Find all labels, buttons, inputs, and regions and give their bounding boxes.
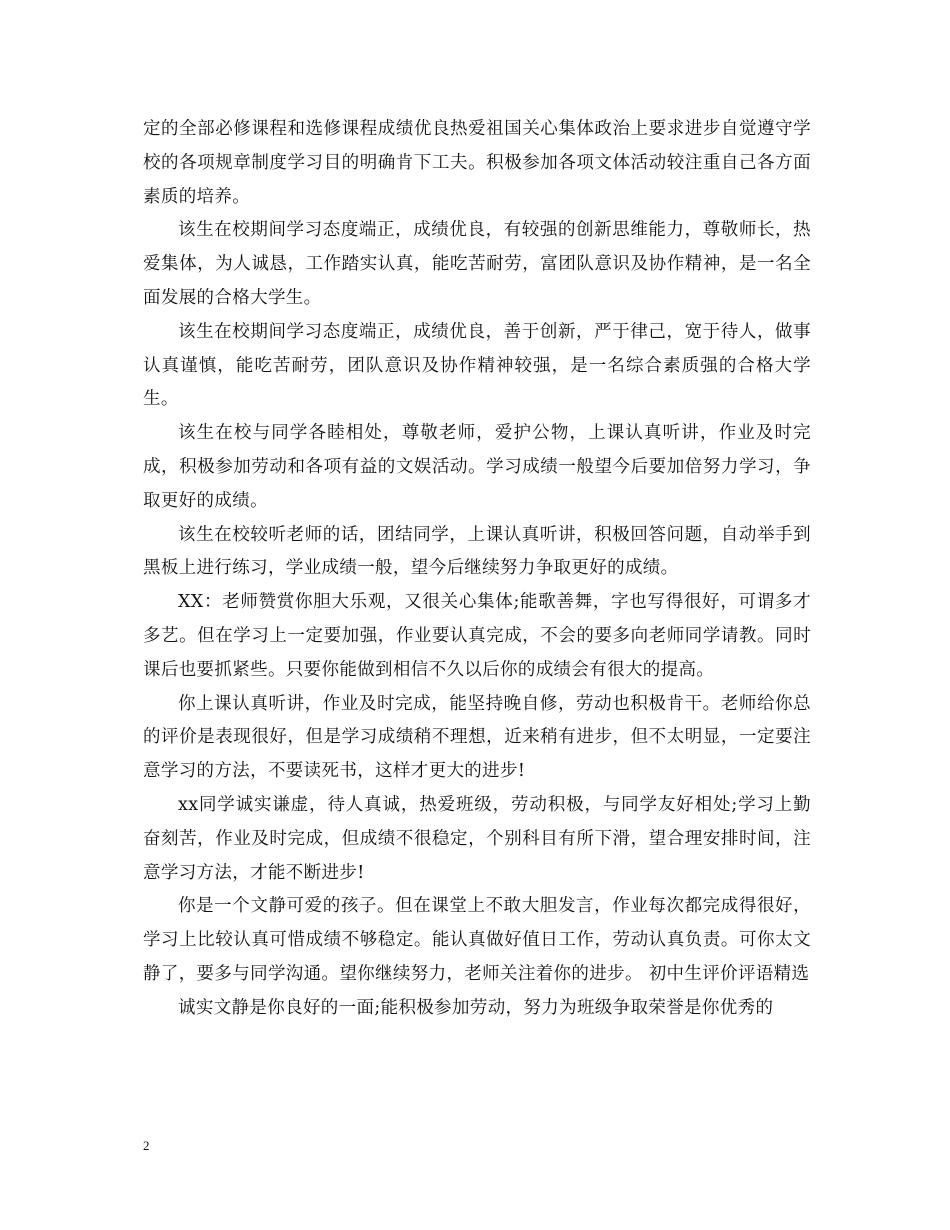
paragraph-4: 该生在校与同学各睦相处，尊敬老师，爱护公物，上课认真听讲，作业及时完成，积极参加劳动和各项有益的文娱活动。学习成绩一般望今后要加倍努力学习，争取更好的成绩。 [143,423,811,511]
paragraph-6: XX：老师赞赏你胆大乐观，又很关心集体;能歌善舞，字也写得很好，可谓多才多艺。但在学习上一定要加强，作业要认真完成，不会的要多向老师同学请教。同时课后也要抓紧些。只要你能做到相信不久以后你的成绩会有很大的提高。 [143,592,811,680]
paragraph-5: 该生在校较听老师的话，团结同学，上课认真听讲，积极回答问题，自动举手到黑板上进行练习，学业成绩一般，望今后继续努力争取更好的成绩。 [143,524,811,579]
paragraph-1: 定的全部必修课程和选修课程成绩优良热爱祖国关心集体政治上要求进步自觉遵守学校的各项规章制度学习目的明确肯下工夫。积极参加各项文体活动较注重自己各方面素质的培养。 [143,119,811,207]
paragraph-7: 你上课认真听讲，作业及时完成，能坚持晚自修，劳动也积极肯干。老师给你总的评价是表现很好，但是学习成绩稍不理想，近来稍有进步，但不太明显，一定要注意学习的方法，不要读死书，这样才更大的进步! [143,693,811,782]
document-body [143,113,811,1026]
paragraph-3: 该生在校期间学习态度端正，成绩优良，善于创新，严于律己，宽于待人，做事认真谨慎，能吃苦耐劳，团队意识及协作精神较强，是一名综合素质强的合格大学生。 [143,321,811,410]
paragraph-8: xx同学诚实谦虚，待人真诚，热爱班级，劳动积极，与同学友好相处;学习上勤奋刻苦，作业及时完成，但成绩不很稳定，个别科目有所下滑，望合理安排时间，注意学习方法，才能不断进步! [143,794,811,883]
paragraph-2: 该生在校期间学习态度端正，成绩优良，有较强的创新思维能力，尊敬师长，热爱集体，为人诚恳，工作踏实认真，能吃苦耐劳，富团队意识及协作精神，是一名全面发展的合格大学生。 [143,220,811,308]
paragraph-10: 诚实文静是你良好的一面;能积极参加劳动，努力为班级争取荣誉是你优秀的 [178,997,774,1018]
paragraph-9: 你是一个文静可爱的孩子。但在课堂上不敢大胆发言，作业每次都完成得很好，学习上比较认真可惜成绩不够稳定。能认真做好值日工作，劳动认真负责。可你太文静了，要多与同学沟通。望你继续努力，老师关注着你的进步。 初中生评价评语精选 [143,896,811,984]
page-number: 2 [143,1138,150,1153]
